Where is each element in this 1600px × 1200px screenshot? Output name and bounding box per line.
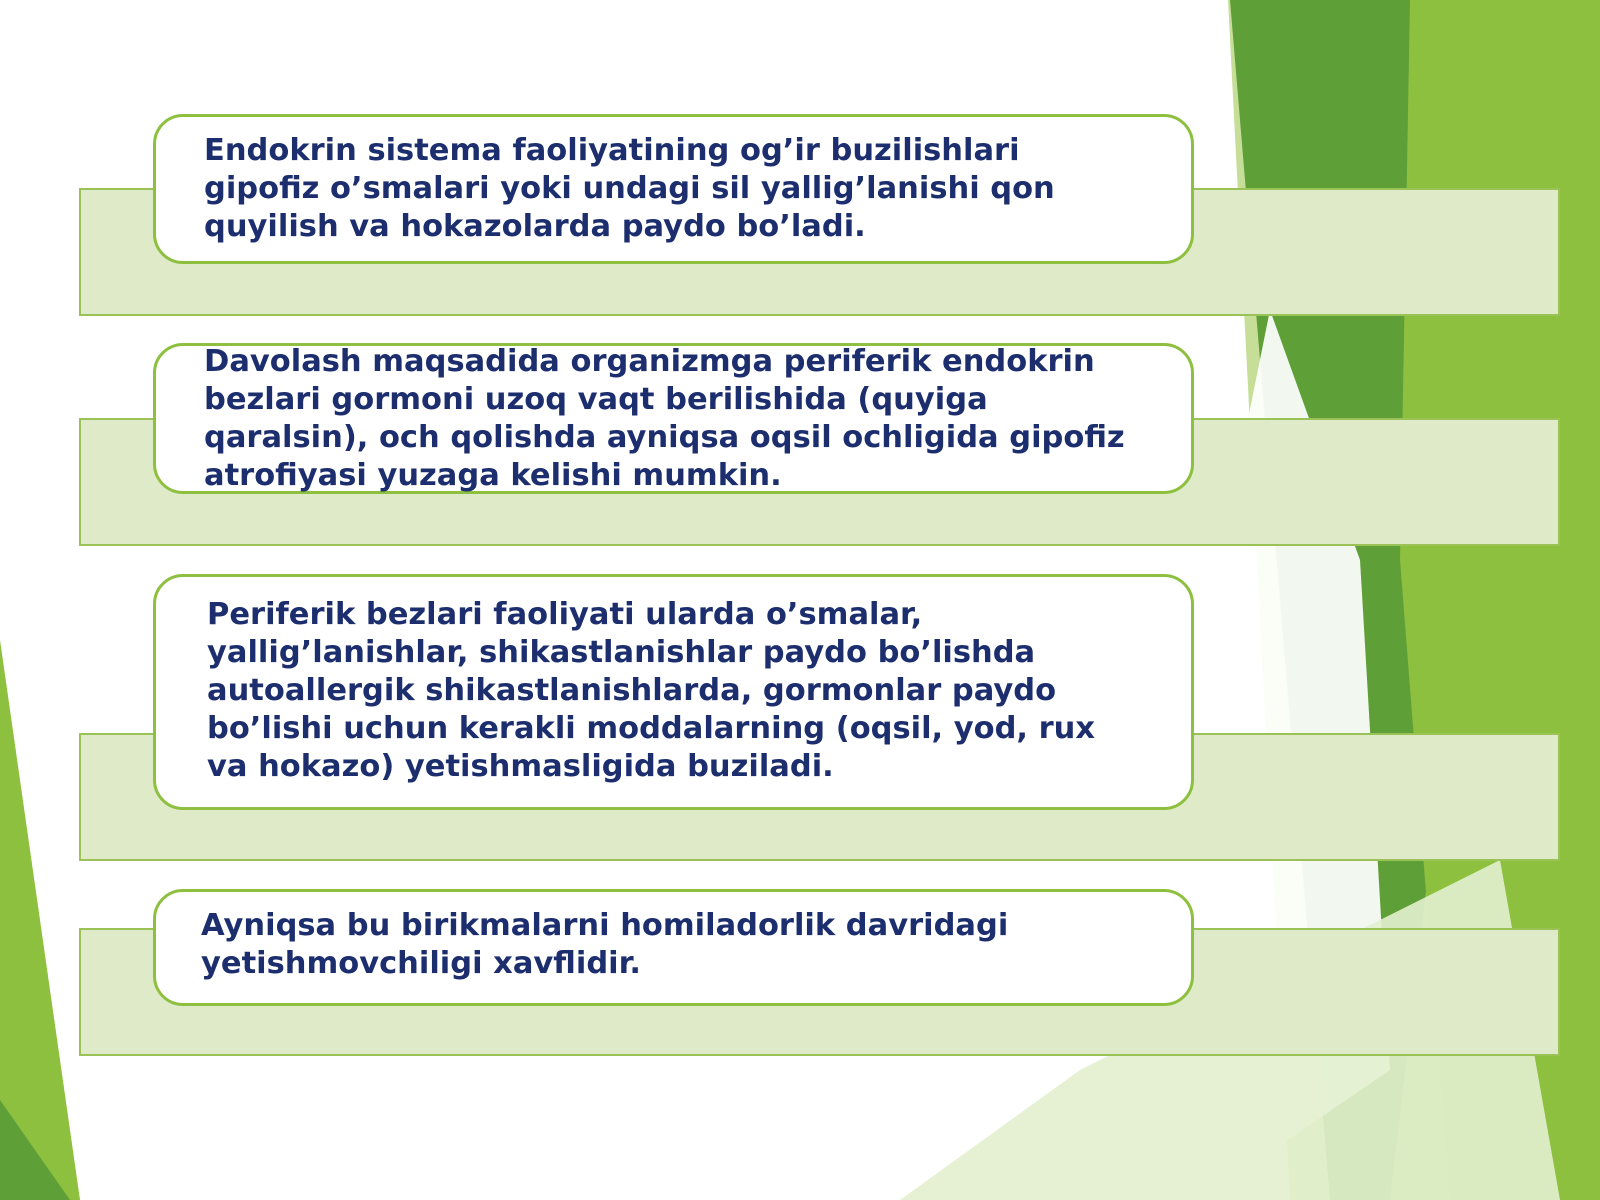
text-line: bezlari gormoni uzoq vaqt berilishida (quyiga xyxy=(204,382,988,417)
item-3-text xyxy=(207,596,1095,786)
text-line: autoallergik shikastlanishlarda, gormonlar paydo xyxy=(207,673,1057,708)
bg-shape-left-green xyxy=(0,640,80,1200)
text-line: bo’lishi uchun kerakli moddalarning (oqsil, yod, rux xyxy=(207,711,1096,746)
text-line: Endokrin sistema faoliyatining og’ir buzilishlari xyxy=(204,133,1020,168)
text-line: quyilish va hokazolarda paydo bo’ladi. xyxy=(204,209,866,244)
item-4-text xyxy=(201,907,1008,983)
item-2-card xyxy=(153,343,1194,494)
text-line: gipofiz o’smalari yoki undagi sil yallig’lanishi qon xyxy=(204,171,1055,206)
item-1-text xyxy=(204,132,1055,246)
item-4-card xyxy=(153,889,1194,1006)
item-2-text xyxy=(204,343,1125,495)
text-line: atrofiyasi yuzaga kelishi mumkin. xyxy=(204,458,782,493)
item-3-card xyxy=(153,574,1194,810)
text-line: qaralsin), och qolishda ayniqsa oqsil ochligida gipofiz xyxy=(204,420,1125,455)
text-line: yetishmovchiligi xavflidir. xyxy=(201,946,641,981)
text-line: Periferik bezlari faoliyati ularda o’smalar, xyxy=(207,597,923,632)
text-line: va hokazo) yetishmasligida buziladi. xyxy=(207,749,834,784)
text-line: Ayniqsa bu birikmalarni homiladorlik davridagi xyxy=(201,908,1009,943)
item-1-card xyxy=(153,114,1194,264)
text-line: yallig’lanishlar, shikastlanishlar paydo bo’lishda xyxy=(207,635,1036,670)
text-line: Davolash maqsadida organizmga periferik endokrin xyxy=(204,344,1095,379)
